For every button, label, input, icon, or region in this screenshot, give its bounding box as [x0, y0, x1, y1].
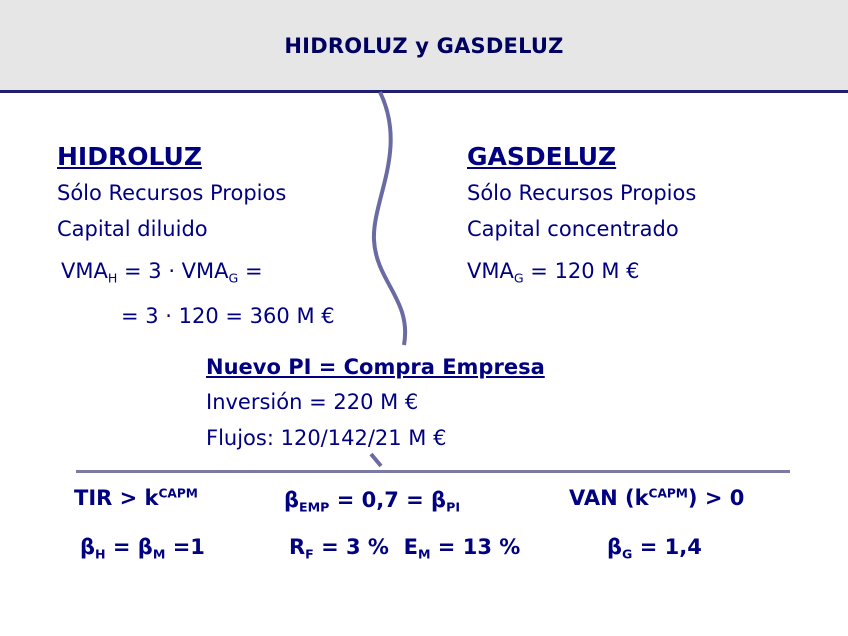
hidroluz-line-1: Sólo Recursos Propios: [57, 181, 287, 205]
beta-g-formula: $\beta_G = 1,4$: [607, 535, 702, 562]
hidroluz-line-2: Capital diluido: [57, 217, 208, 241]
flujos-line: Flujos: 120/142/21 M €: [206, 426, 447, 450]
rf-em-formula: $R_F = 3$ % $E_M = 13$ %: [289, 535, 521, 562]
gasdeluz-line-2: Capital concentrado: [467, 217, 679, 241]
gasdeluz-heading: GASDELUZ: [467, 142, 617, 171]
gasdeluz-line-1: Sólo Recursos Propios: [467, 181, 697, 205]
vma-g-equation: $VMA_G = 120$ M €: [467, 259, 640, 286]
bottom-rule: [76, 470, 790, 473]
beta-emp-formula: $\beta_{EMP} = 0,7 = \beta_{PI}$: [284, 488, 461, 515]
slide-title: HIDROLUZ y GASDELUZ: [284, 34, 564, 58]
inversion-line: Inversión = 220 M €: [206, 390, 419, 414]
vma-h-result: = 3 · 120 = 360 M €: [121, 304, 335, 328]
nuevo-pi-heading: Nuevo PI = Compra Empresa: [206, 355, 545, 379]
beta-h-formula: $\beta_H = \beta_M =1$: [80, 535, 205, 562]
tir-formula: TIR > $k^{CAPM}$: [74, 486, 198, 510]
vma-h-equation: $VMA_H = 3 \cdot VMA_G$ =: [61, 259, 263, 286]
van-formula: VAN $(k^{CAPM}) > 0$: [569, 486, 745, 510]
hidroluz-heading: HIDROLUZ: [57, 142, 202, 171]
